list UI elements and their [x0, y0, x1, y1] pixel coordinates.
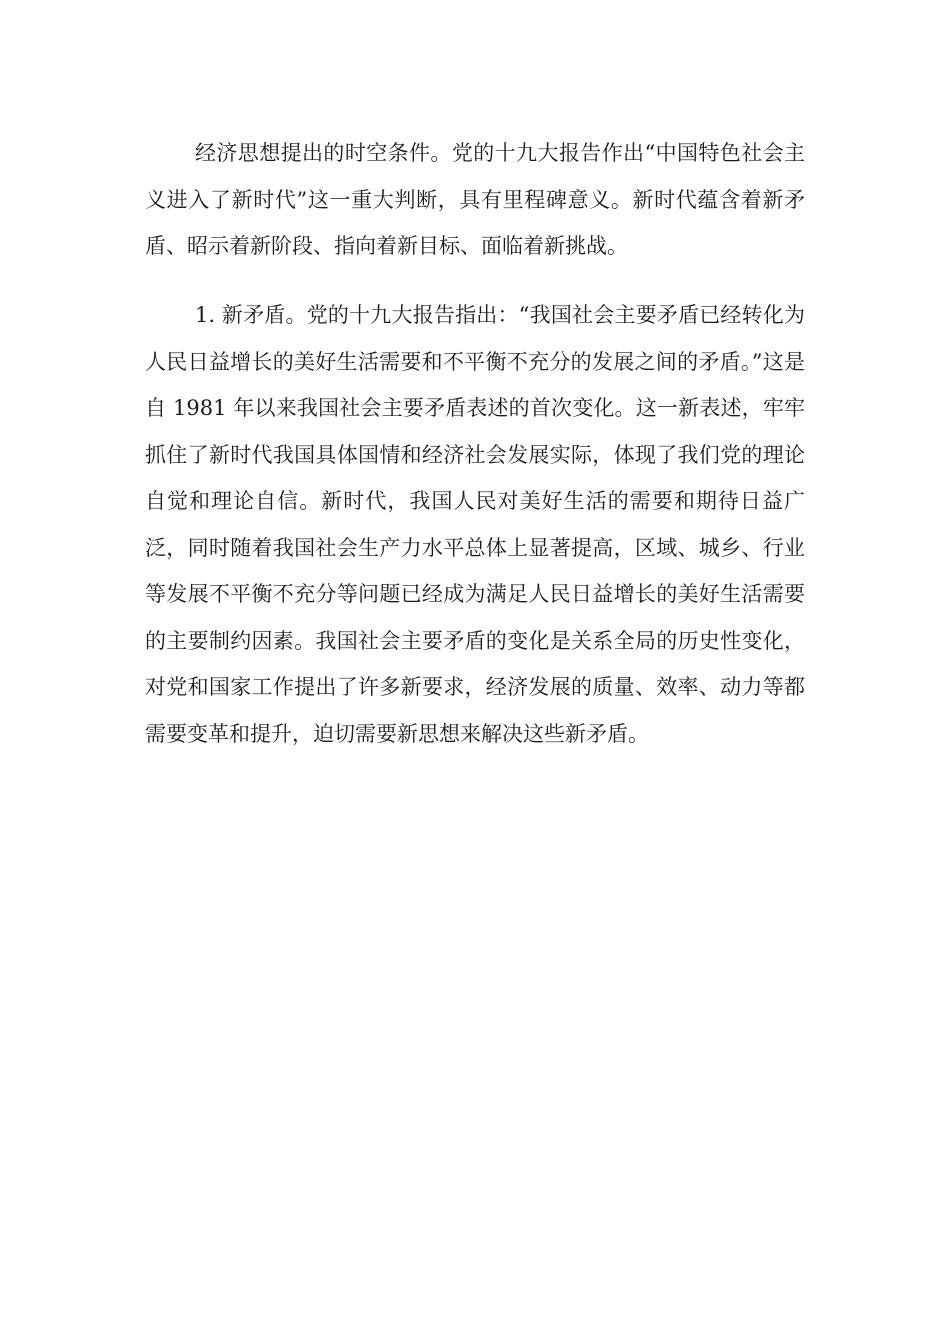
paragraph-intro: 经济思想提出的时空条件。党的十九大报告作出“中国特色社会主义进入了新时代”这一重大判断，具有里程碑意义。新时代蕴含着新矛盾、昭示着新阶段、指向着新目标、面临着新挑战。 — [145, 141, 805, 258]
paragraph-new-contradiction: 1. 新矛盾。党的十九大报告指出：“我国社会主要矛盾已经转化为人民日益增长的美好生活需要和不平衡不充分的发展之间的矛盾。”这是自 1981 年以来我国社会主要矛盾表述的首次变化。这一新表述，牢牢抓住了新时代我国具体国情和经济社会发展实际，体现了我们党的理论自觉和理论自信。新时代，我国人民对美好生活的需要和期待日益广泛，同时随着我国社会生产力水平总体上显著提高，区域、城乡、行业等发展不平衡不充分等问题已经成为满足人民日益增长的美好生活需要的主要制约因素。我国社会主要矛盾的变化是关系全局的历史性变化，对党和国家工作提出了许多新要求，经济发展的质量、效率、动力等都需要变革和提升，迫切需要新思想来解决这些新矛盾。 — [145, 303, 805, 746]
